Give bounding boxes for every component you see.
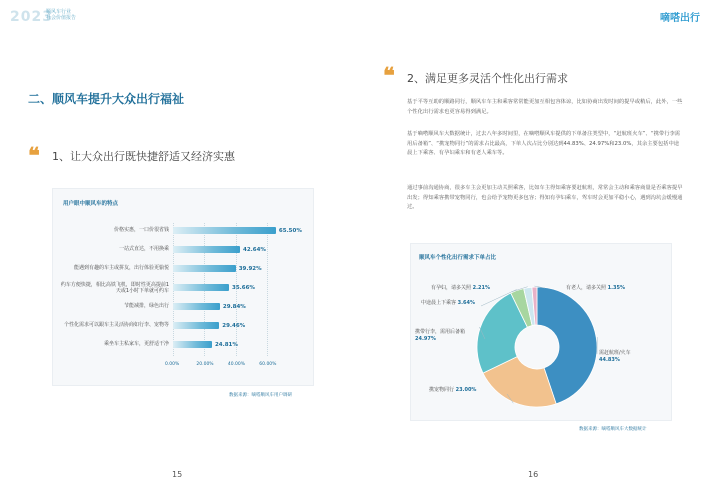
pie-slice-value: 2.21%: [472, 285, 490, 291]
x-tick-label: 40.00%: [227, 362, 246, 367]
pie-slice-name: 需赶航班/火车: [599, 350, 631, 356]
bar: [173, 284, 229, 291]
paragraph-3: 通过事前沟通协商，很多车主会更加主动关照乘客，比如车主得知乘客要赶航班，常常会主动和乘客商量是否乘客提早出发；得知乘客携带宠物同行，也会给予宠物更多包容；得知有孕妇乘车，驾车时会更加平稳小心，遇到沟坑会缓慢通过。: [407, 185, 683, 210]
bar-value-label: 29.46%: [222, 323, 246, 329]
pie-chart-source: 数据来源：嘀嗒顺风车大数据统计: [579, 427, 647, 432]
x-tick-label: 20.00%: [196, 362, 214, 367]
bar-value-label: 29.84%: [222, 304, 246, 310]
pie-slice-label: [421, 300, 475, 307]
pie-slice-label: [429, 387, 476, 394]
bar: [173, 246, 240, 253]
bar: [173, 265, 236, 272]
brand-logo: 嘀嗒出行: [660, 13, 700, 24]
bar-value-label: 35.66%: [232, 285, 255, 291]
bar-category-label: 个性化需求可以跟车主灵活协商如行李、宠物等: [63, 322, 169, 328]
pie-slice-value: 3.64%: [457, 300, 475, 306]
pie-slice-value: 44.83%: [599, 357, 620, 363]
bar-chart-source: 数据来源：嘀嗒顺风车用户调研: [229, 393, 292, 398]
subsection-title-right: 2、满足更多灵活个性化出行需求: [407, 72, 568, 85]
pie-chart-title: 顺风车个性化出行需求下单占比: [419, 255, 497, 261]
right-page: [355, 0, 710, 490]
subsection-title-left: 1、让大众出行既快捷舒适又经济实惠: [52, 150, 235, 163]
bar-chart: [53, 189, 315, 387]
bar-category-label: 价格实惠，一口价很省钱: [113, 227, 169, 233]
bar-category-label: 节能减排，绿色出行: [123, 303, 169, 309]
report-subtitle: [46, 9, 86, 21]
paragraph-1: 基于平等互助的顺路同行，顺风车车主和乘客常常能更加互相包容体谅，比如协商出发时间的提早或稍后，此外，一些个性化出行需求也更容易得到满足。: [407, 99, 683, 115]
bar-value-label: 39.92%: [238, 266, 262, 272]
bar-value-label: 65.50%: [278, 228, 302, 234]
bar-value-label: 42.64%: [243, 247, 266, 253]
x-gridline: [267, 223, 268, 356]
pie-slice-value: 24.97%: [415, 336, 436, 342]
pie-slice-label: [431, 285, 490, 292]
bar-chart-card: [52, 188, 314, 386]
pie-labels: [411, 244, 673, 422]
section-title: 二、顺风车提升大众出行福祉: [28, 92, 185, 106]
bar-category-label: 约车方便快捷，相比高铁飞机，即时性更高提前1天或1小时下单就可约车: [60, 282, 169, 294]
report-year: 2023: [10, 9, 53, 25]
report-subtitle-line2: 社会价值报告: [46, 15, 77, 21]
pie-slice-value: 23.00%: [455, 387, 477, 393]
pie-chart-card: [410, 243, 672, 421]
bar-category-label: 乘坐车主私家车，更舒适干净: [103, 341, 169, 347]
bar-category-label: 一站式直达，不用换乘: [118, 246, 169, 252]
bar: [173, 303, 220, 310]
pie-slice-label: [566, 285, 625, 292]
report-subtitle-line1: 顺风车行业: [46, 9, 72, 15]
pie-slice-label: [599, 350, 631, 364]
pie-slice-name: 中途晨上下乘客: [421, 300, 457, 306]
pie-slice-name: 携宠物同行: [429, 387, 455, 393]
bar: [173, 341, 212, 348]
bar-value-label: 24.81%: [214, 342, 238, 348]
bar-chart-title: 用户眼中顺风车的特点: [63, 201, 119, 207]
pie-slice-name: 有老人，请多关照: [566, 285, 607, 291]
bar: [173, 227, 276, 234]
x-tick-label: 60.00%: [259, 362, 277, 367]
pie-slice-name: 携带行李，需用后备箱: [415, 329, 466, 335]
pie-slice-label: [415, 329, 465, 343]
pie-slice-name: 有孕妇，请多关照: [431, 285, 472, 291]
quote-icon: ❝: [383, 63, 395, 89]
bar-category-label: 能遇到有趣的车主或拼友，出行体验更愉悦: [73, 265, 169, 271]
page-number-left: 15: [172, 470, 183, 479]
page-number-right: 16: [528, 470, 539, 479]
quote-icon: ❝: [28, 143, 40, 169]
bar: [173, 322, 219, 329]
pie-slice-value: 1.35%: [607, 285, 625, 291]
x-tick-label: 0.00%: [165, 362, 180, 367]
paragraph-2: 基于嘀嗒顺风车大数据统计，过去八年多时间里，在嘀嗒顺风车提供的下单备注类型中，“赶航班火车”、“携带行李需用后备箱”、“携宠物同行”的需求占比最高，下单人次占比分别达到44.83%、24.97%和23.0%，其余主要包括中途晨上下乘客、有孕妇乘车和有老人乘车等。: [407, 131, 681, 156]
